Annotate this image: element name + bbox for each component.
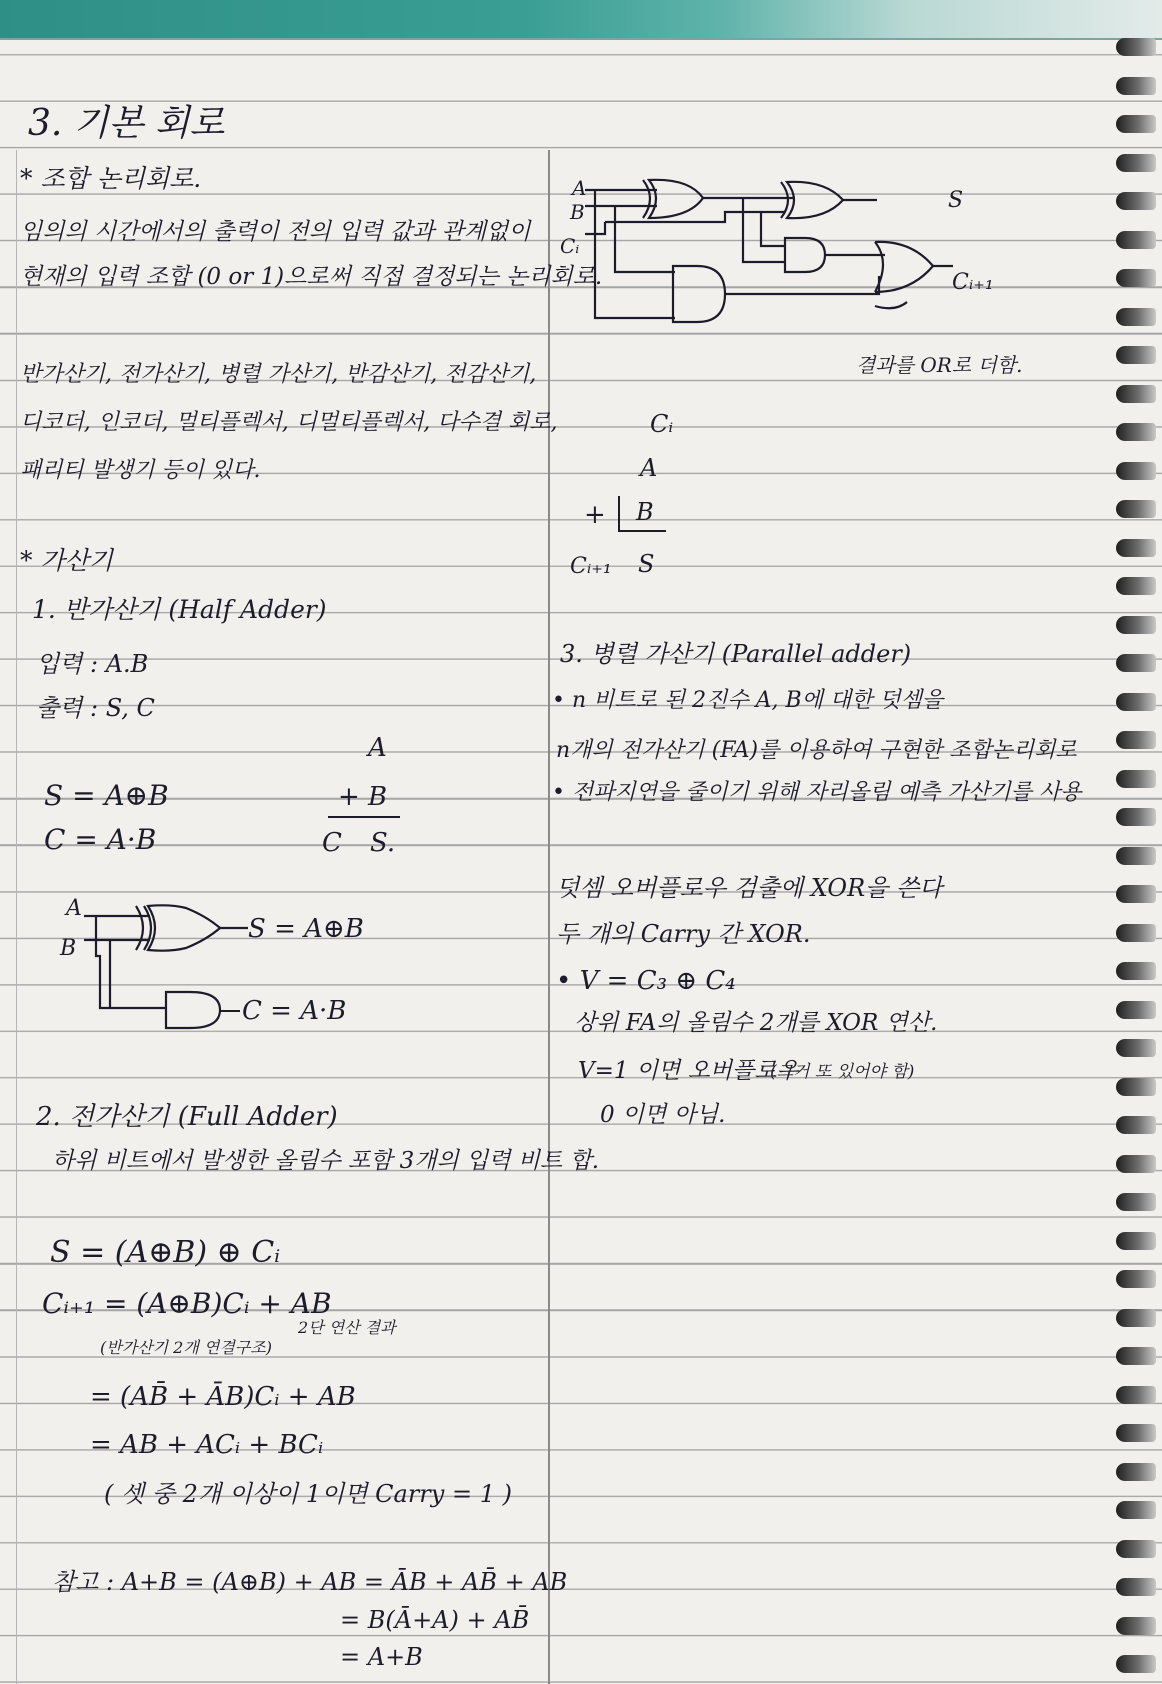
parallel-line-1: • n 비트로 된 2진수 A, B에 대한 덧셈을 — [552, 688, 944, 713]
binding-ring — [1116, 77, 1156, 95]
half-circuit-out-s: S = A⊕B — [248, 914, 364, 944]
combo-def-line-2: 현재의 입력 조합 (0 or 1)으로써 직접 결정되는 논리회로. — [20, 264, 603, 290]
binding-ring — [1116, 693, 1156, 711]
binding-ring — [1116, 1270, 1156, 1288]
col-s: S — [638, 550, 655, 578]
half-sum-equation: S = A⊕B — [44, 779, 169, 812]
binding-ring — [1116, 1617, 1156, 1635]
col-cin: Cᵢ — [650, 410, 674, 438]
half-adder-output: 출력 : S, C — [36, 694, 155, 722]
overflow-line-3: 상위 FA의 올림수 2개를 XOR 연산. — [574, 1010, 938, 1036]
overflow-line-1: 덧셈 오버플로우 검출에 XOR을 쓴다 — [556, 874, 943, 902]
fa-circuit-out-s: S — [948, 188, 964, 213]
fa-caption: 결과를 OR로 더함. — [856, 353, 1023, 377]
binding-ring — [1116, 962, 1156, 980]
binding-ring — [1116, 1578, 1156, 1596]
binding-ring — [1116, 231, 1156, 249]
half-carry-equation: C = A·B — [44, 823, 157, 856]
overflow-equation: • V = C₃ ⊕ C₄ — [556, 966, 736, 996]
binding-ring — [1116, 192, 1156, 210]
margin-line — [16, 150, 17, 1684]
binding-ring — [1116, 731, 1156, 749]
half-circuit-in-a: A — [66, 896, 82, 921]
binding-ring — [1116, 115, 1156, 133]
adder-heading: * 가산기 — [20, 546, 113, 575]
full-sum-equation: S = (A⊕B) ⊕ Cᵢ — [50, 1235, 281, 1270]
half-circuit-out-c: C = A·B — [242, 996, 347, 1026]
binding-ring — [1116, 1386, 1156, 1404]
binding-ring — [1116, 1193, 1156, 1211]
combo-heading: * 조합 논리회로. — [20, 164, 202, 193]
binding-ring — [1116, 616, 1156, 634]
binding-ring — [1116, 1155, 1156, 1173]
half-col-sum-line — [328, 816, 400, 818]
parallel-line-3: • 전파지연을 줄이기 위해 자리올림 예측 가산기를 사용 — [552, 780, 1082, 805]
half-circuit-in-b: B — [60, 936, 77, 961]
fa-circuit-in-a: A — [572, 176, 587, 200]
full-adder-circuit — [585, 172, 955, 352]
col-a: A — [640, 454, 658, 482]
full-carry-note-3: ( 셋 중 2개 이상이 1이면 Carry = 1 ) — [104, 1480, 512, 1508]
binding-ring — [1116, 1116, 1156, 1134]
spiral-binding — [1100, 30, 1162, 1684]
full-carry-note-2: (반가산기 2개 연결구조) — [100, 1338, 272, 1357]
half-adder-title: 1. 반가산기 (Half Adder) — [32, 595, 327, 624]
binding-ring — [1116, 539, 1156, 557]
binding-ring — [1116, 577, 1156, 595]
examples-line-1: 반가산기, 전가산기, 병렬 가산기, 반감산기, 전감산기, — [20, 362, 537, 387]
binding-ring — [1116, 500, 1156, 518]
full-carry-step-3: = AB + ACᵢ + BCᵢ — [90, 1430, 324, 1460]
overflow-line-2: 두 개의 Carry 간 XOR. — [556, 920, 811, 948]
full-carry-equation: Cᵢ₊₁ = (A⊕B)Cᵢ + AB — [42, 1287, 332, 1320]
overflow-line-4: V=1 이면 오버플로우 — [578, 1058, 799, 1084]
binding-ring — [1116, 885, 1156, 903]
overflow-line-5: 0 이면 아님. — [600, 1102, 726, 1128]
parallel-line-2: n개의 전가산기 (FA)를 이용하여 구현한 조합논리회로 — [556, 738, 1077, 763]
combo-def-line-1: 임의의 시간에서의 출력이 전의 입력 값과 관계없이 — [20, 219, 531, 245]
binding-ring — [1116, 346, 1156, 364]
binding-ring — [1116, 654, 1156, 672]
overflow-line-4-note: (그거 또 있어야 함) — [770, 1062, 915, 1082]
col-sum-line — [618, 530, 666, 532]
binding-ring — [1116, 385, 1156, 403]
binding-ring — [1116, 1501, 1156, 1519]
fa-circuit-in-c: Cᵢ — [560, 234, 580, 258]
binding-ring — [1116, 770, 1156, 788]
col-b: B — [636, 498, 654, 526]
binding-ring — [1116, 462, 1156, 480]
binding-ring — [1116, 1078, 1156, 1096]
binding-ring — [1116, 1039, 1156, 1057]
full-carry-step-2: = (AB̄ + ĀB)Cᵢ + AB — [90, 1382, 356, 1412]
half-col-s: S. — [370, 828, 396, 858]
page-top-edge — [0, 38, 1162, 50]
reference-line-1: 참고 : A+B = (A⊕B) + AB = ĀB + AB̄ + AB — [52, 1568, 568, 1596]
examples-line-2: 디코더, 인코더, 멀티플렉서, 디멀티플렉서, 다수결 회로, — [20, 410, 558, 435]
parallel-adder-title: 3. 병렬 가산기 (Parallel adder) — [560, 640, 912, 668]
page-title: 3. 기본 회로 — [28, 103, 225, 144]
col-cout: Cᵢ₊₁ — [570, 554, 612, 579]
binding-ring — [1116, 154, 1156, 172]
full-adder-title: 2. 전가산기 (Full Adder) — [36, 1102, 338, 1132]
binding-ring — [1116, 1540, 1156, 1558]
binding-ring — [1116, 924, 1156, 942]
full-carry-note: 2단 연산 결과 — [298, 1318, 396, 1337]
half-col-a: A — [368, 733, 387, 763]
reference-line-2: = B(Ā+A) + AB̄ — [340, 1606, 530, 1634]
binding-ring — [1116, 1463, 1156, 1481]
binding-ring — [1116, 1309, 1156, 1327]
col-bracket — [618, 496, 620, 530]
binding-ring — [1116, 1232, 1156, 1250]
fa-circuit-in-b: B — [570, 200, 585, 224]
binding-ring — [1116, 1347, 1156, 1365]
binding-ring — [1116, 1001, 1156, 1019]
binding-ring — [1116, 423, 1156, 441]
binding-ring — [1116, 808, 1156, 826]
binding-ring — [1116, 38, 1156, 56]
col-plus: + — [584, 500, 606, 530]
full-adder-desc: 하위 비트에서 발생한 올림수 포함 3개의 입력 비트 합. — [52, 1148, 600, 1174]
half-adder-circuit — [70, 890, 270, 1040]
half-col-c: C — [322, 828, 342, 858]
half-circuit-c-wire — [220, 1010, 240, 1012]
binding-ring — [1116, 269, 1156, 287]
reference-line-3: = A+B — [340, 1643, 423, 1671]
binding-ring — [1116, 847, 1156, 865]
binding-ring — [1116, 308, 1156, 326]
examples-line-3: 패리티 발생기 등이 있다. — [20, 458, 261, 483]
binding-ring — [1116, 1424, 1156, 1442]
half-col-plus-b: + B — [338, 782, 388, 812]
column-divider — [548, 150, 550, 1684]
binding-ring — [1116, 1655, 1156, 1673]
half-adder-input: 입력 : A.B — [36, 650, 149, 678]
fa-circuit-out-c: Cᵢ₊₁ — [952, 270, 994, 295]
